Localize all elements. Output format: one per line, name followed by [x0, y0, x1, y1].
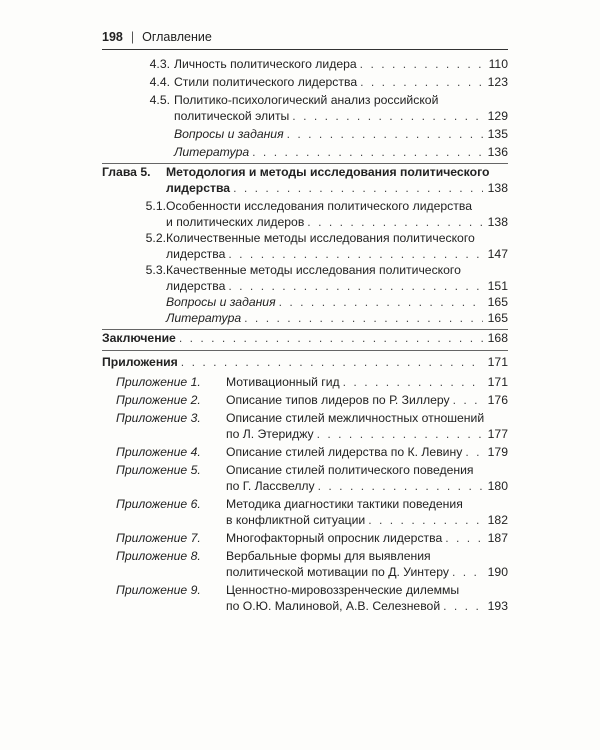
leader-dots [443, 598, 483, 614]
toc-entry-literature-5[interactable] [166, 310, 508, 326]
toc-number: 5.2. [145, 231, 166, 245]
toc-entry-questions-5[interactable] [166, 294, 508, 310]
toc-entry-title: Заключение [102, 331, 176, 345]
toc-page-number: 151 [487, 279, 508, 293]
toc-appendix-4[interactable] [226, 444, 508, 460]
leader-dots [292, 108, 483, 124]
header-rule [102, 49, 508, 50]
toc-entry-title: Описание стилей лидерства по К. Левину [226, 445, 463, 459]
leader-dots [287, 126, 483, 142]
leader-dots [228, 278, 483, 294]
toc-appendix-5[interactable] [226, 462, 508, 494]
toc-page-number: 123 [487, 75, 508, 89]
toc-page-number: 187 [487, 531, 508, 545]
toc-entry-title-line: лидерства [166, 247, 226, 261]
toc-conclusion[interactable] [102, 330, 508, 346]
toc-appendices[interactable] [102, 354, 508, 370]
toc-page-number: 138 [487, 181, 508, 195]
toc-entry-5-2[interactable] [166, 230, 508, 262]
toc-page-number: 182 [487, 513, 508, 527]
toc-page-number: 165 [487, 311, 508, 325]
toc-page-number: 176 [487, 393, 508, 407]
leader-dots [244, 310, 483, 326]
toc-appendix-1[interactable] [226, 374, 508, 390]
appendix-label: Приложение 4. [116, 445, 201, 459]
leader-dots [317, 426, 483, 442]
appendix-label: Приложение 6. [116, 497, 201, 511]
toc-entry-title: Описание типов лидеров по Р. Зиллеру [226, 393, 450, 407]
leader-dots [307, 214, 483, 230]
toc-number: 4.4. [149, 75, 170, 89]
leader-dots [452, 564, 483, 580]
toc-page-number: 165 [487, 295, 508, 309]
toc-number: 4.5. [149, 93, 170, 107]
toc-entry-title-line: по Л. Этериджу [226, 427, 314, 441]
appendix-label: Приложение 7. [116, 531, 201, 545]
toc-appendix-8[interactable] [226, 548, 508, 580]
header-title: Оглавление [142, 30, 212, 44]
toc-number: 4.3. [149, 57, 170, 71]
page-number: 198 [102, 30, 123, 44]
chapter-label: Глава 5. [102, 165, 151, 179]
toc-entry-title-line: Вербальные формы для выявления [226, 549, 431, 563]
toc-page-number: 179 [487, 445, 508, 459]
toc-page-number: 190 [487, 565, 508, 579]
toc-page-number: 138 [487, 215, 508, 229]
toc-entry-title: Литература [174, 145, 250, 159]
toc-appendix-2[interactable] [226, 392, 508, 408]
leader-dots [233, 180, 483, 196]
toc-page-number: 147 [487, 247, 508, 261]
toc-page-number: 180 [487, 479, 508, 493]
toc-page-number: 129 [487, 109, 508, 123]
toc-entry-title-line: по Г. Лассвеллу [226, 479, 315, 493]
toc-entry-title-line: в конфликтной ситуации [226, 513, 366, 527]
toc-appendix-6[interactable] [226, 496, 508, 528]
toc-page-number: 171 [487, 355, 508, 369]
toc-page-number: 110 [488, 57, 508, 71]
toc-entry-4-4[interactable] [174, 74, 508, 90]
toc-entry-4-3[interactable] [174, 56, 508, 72]
toc-entry-title: Мотивационный гид [226, 375, 340, 389]
toc-entry-title-line: Количественные методы исследования политического [166, 231, 475, 245]
toc-entry-5-3[interactable] [166, 262, 508, 294]
toc-entry-title-line: лидерства [166, 279, 226, 293]
appendix-label: Приложение 5. [116, 463, 201, 477]
leader-dots [465, 444, 483, 460]
toc-appendix-9[interactable] [226, 582, 508, 614]
leader-dots [279, 294, 483, 310]
leader-dots [445, 530, 483, 546]
leader-dots [360, 74, 483, 90]
leader-dots [368, 512, 483, 528]
toc-entry-title-line: Описание стилей межличностных отношений [226, 411, 485, 425]
toc-appendix-3[interactable] [226, 410, 508, 442]
toc-entry-title: Личность политического лидера [174, 57, 357, 71]
toc-entry-title: Стили политического лидерства [174, 75, 358, 89]
running-header [102, 30, 506, 44]
toc-entry-title: Литература [166, 311, 242, 325]
section-divider [102, 350, 508, 351]
toc-entry-questions-4[interactable] [174, 126, 508, 142]
toc-entry-title-line: политической мотивации по Д. Уинтеру [226, 565, 449, 579]
toc-page-number: 135 [487, 127, 508, 141]
leader-dots [179, 330, 483, 346]
toc-entry-title-line: и политических лидеров [166, 215, 305, 229]
leader-dots [318, 478, 483, 494]
toc-entry-title-line: Описание стилей политического поведения [226, 463, 474, 477]
appendix-label: Приложение 2. [116, 393, 201, 407]
toc-entry-title-line: по О.Ю. Малиновой, А.В. Селезневой [226, 599, 441, 613]
toc-number: 5.3. [145, 263, 166, 277]
leader-dots [343, 374, 483, 390]
toc-page-number: 177 [487, 427, 508, 441]
header-separator: | [130, 30, 135, 44]
toc-appendix-7[interactable] [226, 530, 508, 546]
toc-entry-5-1[interactable] [166, 198, 508, 230]
toc-entry-title-line: Ценностно-мировоззренческие дилеммы [226, 583, 460, 597]
toc-chapter-5[interactable] [166, 164, 508, 196]
appendix-label: Приложение 8. [116, 549, 201, 563]
toc-entry-title-line: Особенности исследования политического лидерства [166, 199, 472, 213]
leader-dots [453, 392, 483, 408]
toc-entry-title-line: Политико-психологический анализ российской [174, 93, 439, 107]
toc-entry-title-line: Качественные методы исследования политического [166, 263, 461, 277]
toc-entry-literature-4[interactable] [174, 144, 508, 160]
toc-entry-title: Приложения [102, 355, 178, 369]
toc-entry-title: Многофакторный опросник лидерства [226, 531, 443, 545]
toc-page-number: 193 [487, 599, 508, 613]
toc-page-number: 168 [487, 331, 508, 345]
appendix-label: Приложение 1. [116, 375, 201, 389]
toc-page-number: 171 [487, 375, 508, 389]
leader-dots [181, 354, 483, 370]
toc-entry-title-line: политической элиты [174, 109, 290, 123]
appendix-label: Приложение 3. [116, 411, 201, 425]
leader-dots [228, 246, 483, 262]
toc-entry-title-line: Методология и методы исследования политического [166, 165, 490, 179]
toc-entry-title: Вопросы и задания [166, 295, 276, 309]
leader-dots [252, 144, 483, 160]
appendix-label: Приложение 9. [116, 583, 201, 597]
toc-entry-title-line: Методика диагностики тактики поведения [226, 497, 463, 511]
leader-dots [360, 56, 483, 72]
toc-number: 5.1. [145, 199, 166, 213]
toc-entry-4-5[interactable] [174, 92, 508, 124]
toc-entry-title-line: лидерства [166, 181, 231, 195]
toc-entry-title: Вопросы и задания [174, 127, 284, 141]
toc-page-number: 136 [487, 145, 508, 159]
